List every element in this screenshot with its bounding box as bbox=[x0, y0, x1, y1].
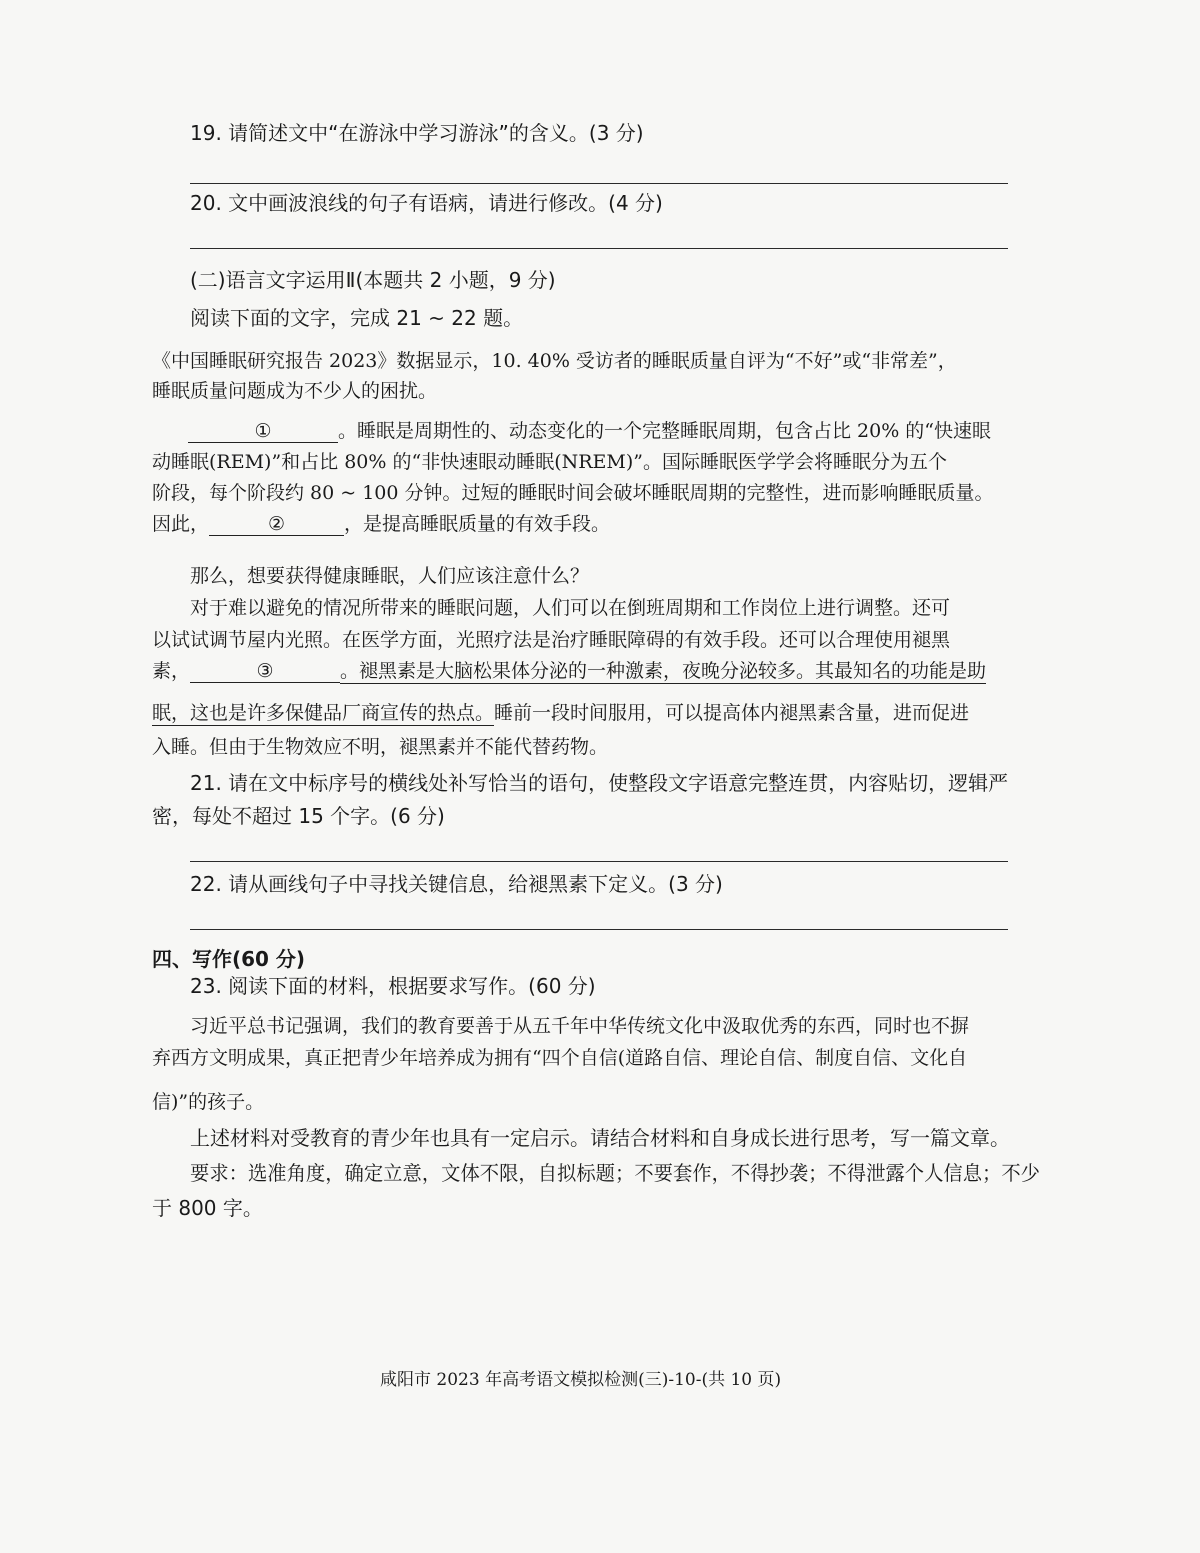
material-line3: 信)”的孩子。 bbox=[152, 1091, 265, 1113]
blank-1: ① bbox=[188, 420, 338, 443]
answer-line-20 bbox=[190, 248, 1008, 249]
question-23: 23. 阅读下面的材料，根据要求写作。(60 分) bbox=[190, 974, 596, 998]
passage-p4-line1: 对于难以避免的情况所带来的睡眠问题，人们可以在倒班周期和工作岗位上进行调整。还可 bbox=[190, 597, 951, 619]
page-footer: 咸阳市 2023 年高考语文模拟检测(三)-10-(共 10 页) bbox=[380, 1370, 782, 1390]
passage-p2-line4-post: ，是提高睡眠质量的有效手段。 bbox=[344, 513, 611, 535]
passage-p2-line1-text: 。睡眠是周期性的、动态变化的一个完整睡眠周期，包含占比 20% 的“快速眼 bbox=[338, 420, 992, 442]
passage-p2-line2: 动睡眠(REM)”和占比 80% 的“非快速眼动睡眠(NREM)”。国际睡眠医学学会将睡眠分为五个 bbox=[152, 451, 947, 473]
question-21-line1: 21. 请在文中标序号的横线处补写恰当的语句，使整段文字语意完整连贯，内容贴切，逻辑严 bbox=[190, 771, 1009, 795]
passage-p2-line4-pre: 因此， bbox=[152, 513, 210, 535]
passage-p2-line4 bbox=[152, 511, 610, 537]
section-4-title: 四、写作(60 分) bbox=[152, 947, 306, 971]
question-20: 20. 文中画波浪线的句子有语病，请进行修改。(4 分) bbox=[190, 191, 663, 215]
passage-p4-line5: 入睡。但由于生物效应不明，褪黑素并不能代替药物。 bbox=[152, 736, 609, 758]
section-2-title: (二)语言文字运用Ⅱ(本题共 2 小题，9 分) bbox=[190, 268, 556, 292]
question-19: 19. 请简述文中“在游泳中学习游泳”的含义。(3 分) bbox=[190, 121, 644, 145]
passage-p4-line4-rest: 睡前一段时间服用，可以提高体内褪黑素含量，进而促进 bbox=[494, 702, 970, 724]
underlined-sentence-part2: 眠，这也是许多保健品厂商宣传的热点。 bbox=[152, 702, 495, 724]
answer-line-22 bbox=[190, 929, 1008, 930]
writing-requirements-line2: 于 800 字。 bbox=[152, 1196, 263, 1220]
section-2-intro: 阅读下面的文字，完成 21 ~ 22 题。 bbox=[190, 306, 524, 330]
blank-3: ③ bbox=[190, 660, 340, 683]
passage-p2-line3: 阶段，每个阶段约 80 ~ 100 分钟。过短的睡眠时间会破坏睡眠周期的完整性，进而影响睡眠质量。 bbox=[152, 482, 994, 504]
answer-line-21 bbox=[190, 861, 1008, 862]
answer-line-19 bbox=[190, 183, 1008, 184]
passage-p4-line4 bbox=[152, 700, 969, 726]
passage-p4-line3 bbox=[152, 658, 986, 684]
writing-prompt: 上述材料对受教育的青少年也具有一定启示。请结合材料和自身成长进行思考，写一篇文章。 bbox=[190, 1126, 1010, 1150]
passage-p3: 那么，想要获得健康睡眠，人们应该注意什么？ bbox=[190, 565, 590, 587]
underlined-sentence-part1: 。褪黑素是大脑松果体分泌的一种激素，夜晚分泌较多。其最知名的功能是助 bbox=[340, 660, 987, 682]
blank-2: ② bbox=[209, 513, 344, 536]
material-line2: 弃西方文明成果，真正把青少年培养成为拥有“四个自信(道路自信、理论自信、制度自信、文化自 bbox=[152, 1047, 968, 1069]
passage-p4-line3-pre: 素， bbox=[152, 660, 191, 682]
material-line1: 习近平总书记强调，我们的教育要善于从五千年中华传统文化中汲取优秀的东西，同时也不摒 bbox=[190, 1015, 970, 1037]
passage-p4-line2: 以试试调节屋内光照。在医学方面，光照疗法是治疗睡眠障碍的有效手段。还可以合理使用褪黑 bbox=[152, 629, 951, 651]
question-22: 22. 请从画线句子中寻找关键信息，给褪黑素下定义。(3 分) bbox=[190, 872, 723, 896]
question-21-line2: 密，每处不超过 15 个字。(6 分) bbox=[152, 804, 445, 828]
passage-p1-line1: 《中国睡眠研究报告 2023》数据显示，10. 40% 受访者的睡眠质量自评为“不好”或“非常差”， bbox=[152, 350, 957, 372]
passage-p2-line1 bbox=[188, 418, 991, 444]
writing-requirements-line1: 要求：选准角度，确定立意，文体不限，自拟标题；不要套作，不得抄袭；不得泄露个人信息；不少 bbox=[190, 1161, 1040, 1185]
passage-p1-line2: 睡眠质量问题成为不少人的困扰。 bbox=[152, 380, 438, 402]
